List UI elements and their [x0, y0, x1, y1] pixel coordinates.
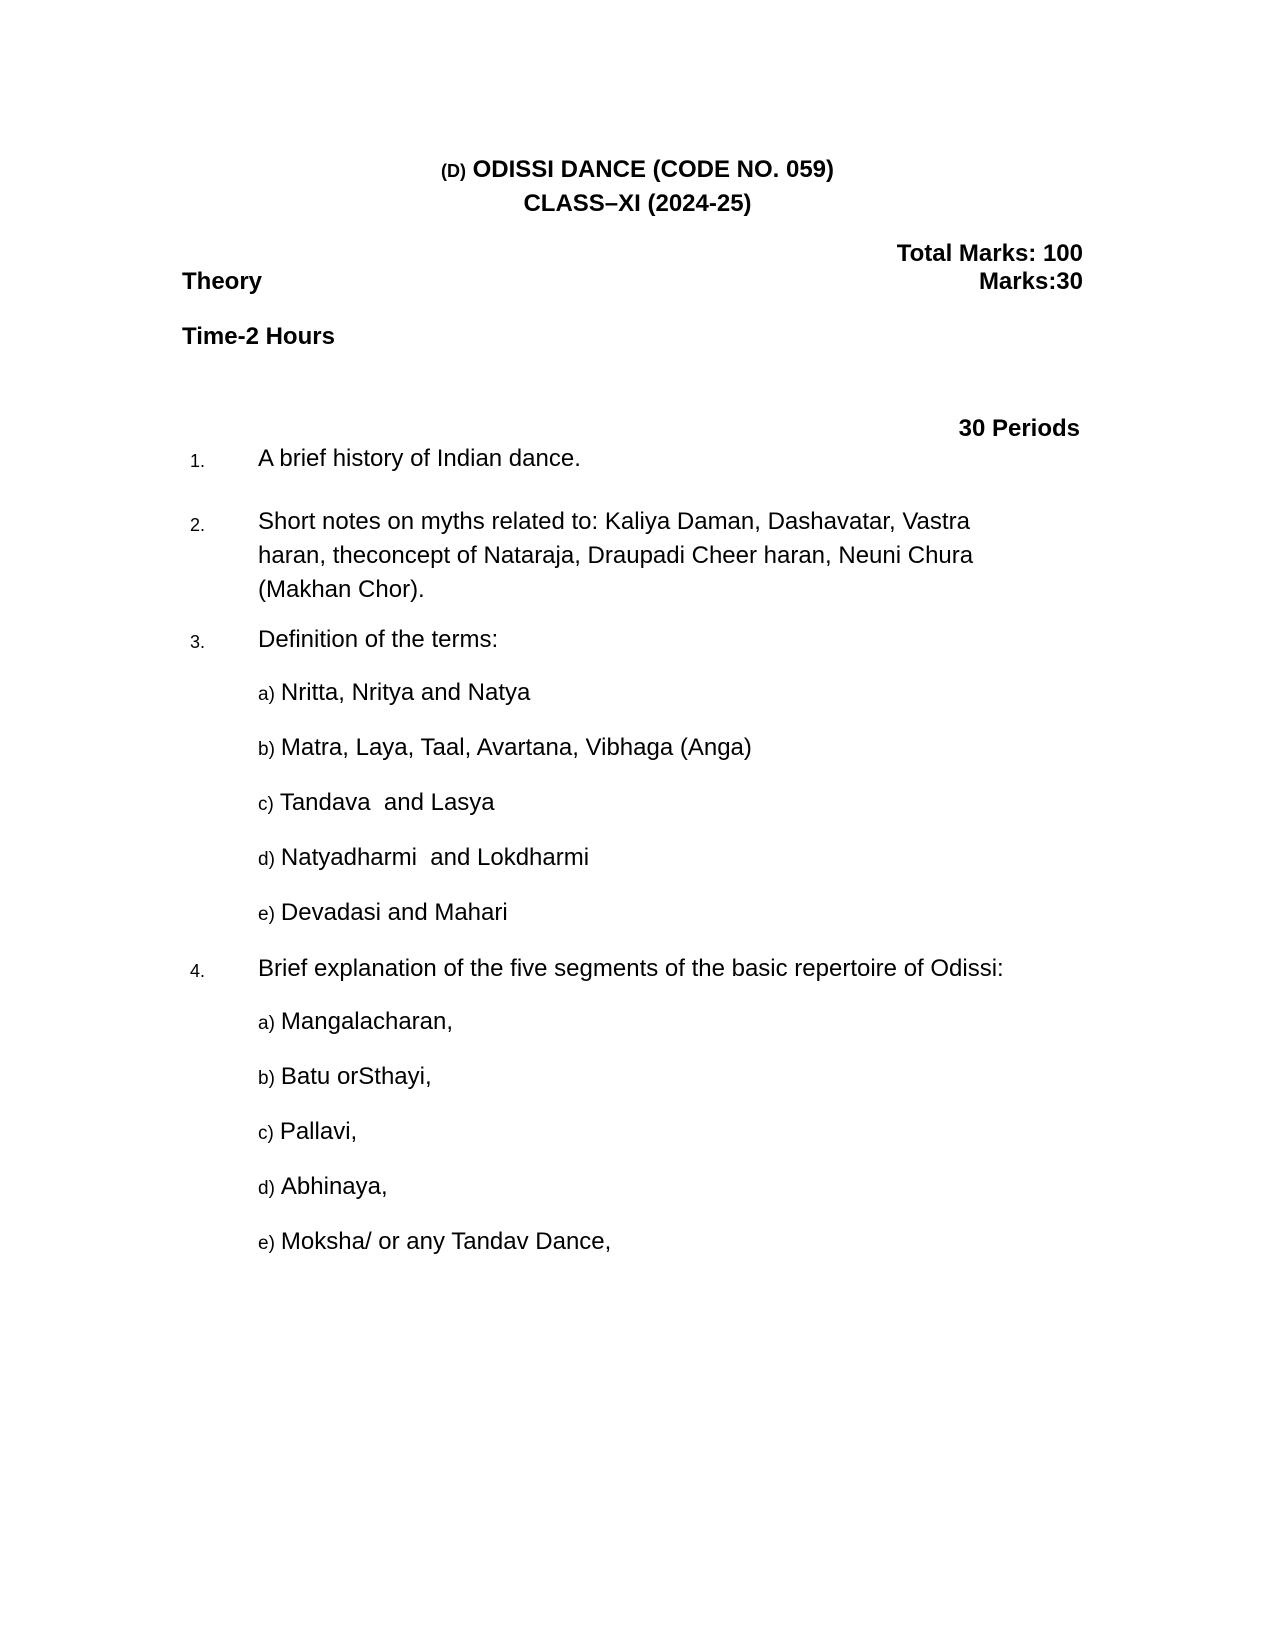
item-text: Brief explanation of the five segments of the basic repertoire of Odissi: [258, 955, 1004, 982]
sub-item-text: Tandava and Lasya [279, 789, 495, 816]
title-prefix: (D) [440, 161, 466, 181]
sub-item [258, 789, 495, 817]
sub-item-letter: b) [258, 1068, 275, 1089]
sub-item-letter: c) [258, 1123, 274, 1144]
item-text-multiline [258, 505, 1058, 607]
item-text-line: haran, theconcept of Nataraja, Draupadi Cheer haran, Neuni Chura [258, 542, 974, 569]
sub-item [258, 1228, 611, 1256]
sub-item-text: Mangalacharan, [280, 1008, 454, 1035]
class-line: CLASS–XI (2024-25) [523, 190, 752, 217]
sub-item [258, 1008, 453, 1036]
item-number: 3. [190, 632, 206, 652]
sub-item-letter: e) [258, 1233, 275, 1254]
sub-item [258, 1118, 357, 1146]
time-duration: Time-2 Hours [182, 323, 335, 350]
sub-item [258, 844, 589, 872]
total-marks: Total Marks: 100 [896, 240, 1083, 267]
sub-item-text: Nritta, Nritya and Natya [280, 679, 531, 706]
sub-item [258, 1173, 388, 1201]
sub-item-text: Natyadharmi and Lokdharmi [280, 844, 590, 871]
item-text-line: Short notes on myths related to: Kaliya Daman, Dashavatar, Vastra [258, 508, 970, 535]
sub-item-letter: a) [258, 1013, 275, 1034]
title-main: ODISSI DANCE (CODE NO. 059) [472, 156, 835, 183]
document-title [0, 156, 1275, 184]
item-number: 4. [190, 961, 206, 981]
periods: 30 Periods [958, 415, 1080, 442]
sub-item-letter: d) [258, 849, 275, 870]
sub-item-text: Matra, Laya, Taal, Avartana, Vibhaga (Anga) [280, 734, 752, 761]
item-text-line: (Makhan Chor). [258, 576, 425, 603]
sub-item-letter: b) [258, 739, 275, 760]
item-text: Definition of the terms: [258, 626, 499, 653]
sub-item [258, 734, 752, 762]
sub-item-text: Moksha/ or any Tandav Dance, [280, 1228, 612, 1255]
sub-item [258, 679, 530, 707]
sub-item [258, 899, 508, 927]
sub-item-letter: c) [258, 794, 274, 815]
sub-item-text: Devadasi and Mahari [280, 899, 508, 926]
theory-label: Theory [182, 268, 263, 295]
item-number: 2. [190, 515, 206, 535]
sub-item-letter: d) [258, 1178, 275, 1199]
sub-item-text: Abhinaya, [280, 1173, 388, 1200]
sub-item [258, 1063, 432, 1091]
sub-item-text: Pallavi, [279, 1118, 358, 1145]
item-number: 1. [190, 451, 206, 471]
sub-item-text: Batu orSthayi, [280, 1063, 432, 1090]
theory-marks: Marks:30 [978, 268, 1083, 295]
sub-item-letter: e) [258, 904, 275, 925]
item-text: A brief history of Indian dance. [258, 445, 581, 472]
sub-item-letter: a) [258, 684, 275, 705]
